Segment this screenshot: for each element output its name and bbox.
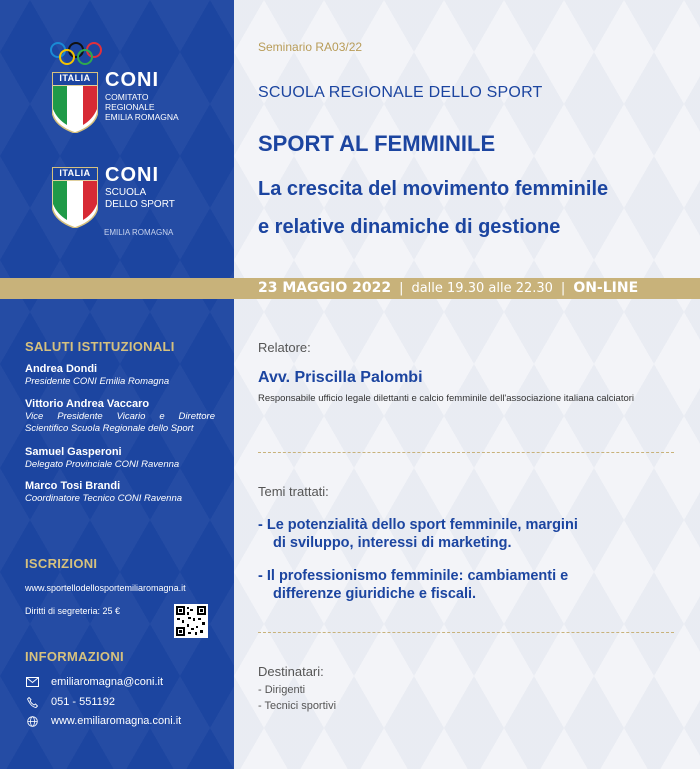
speaker-description: Responsabile ufficio legale dilettanti e calcio femminile dell'associazione italiana calciatori — [258, 393, 635, 404]
person-role: Coordinatore Tecnico CONI Ravenna — [25, 493, 183, 504]
topic-item — [258, 516, 678, 552]
coni-school-region: EMILIA ROMAGNA — [104, 228, 174, 237]
subtitle-line: La crescita del movimento femminile — [258, 178, 609, 200]
separator: | — [399, 281, 404, 296]
contact-phone[interactable] — [25, 695, 115, 709]
subtitle-line: e relative dinamiche di gestione — [258, 216, 561, 238]
event-date: 23 MAGGIO 2022 — [258, 280, 392, 296]
temi-label: Temi trattati: — [258, 484, 329, 499]
registration-link[interactable]: www.sportellodellosportemiliaromagna.it — [25, 583, 186, 593]
email-text: emiliaromagna@coni.it — [51, 676, 164, 688]
globe-icon — [25, 714, 39, 728]
topic-line: - Il professionismo femminile: cambiamenti e — [258, 568, 569, 584]
italia-shield-icon — [52, 72, 98, 132]
topic-line: di sviluppo, interessi di marketing. — [273, 535, 512, 551]
destinatari-list — [258, 682, 336, 714]
person-name: Vittorio Andrea Vaccaro — [25, 398, 150, 410]
olympic-rings-icon — [49, 41, 103, 67]
relatore-label: Relatore: — [258, 340, 311, 355]
page-subtitle — [258, 170, 688, 246]
event-time: dalle 19.30 alle 22.30 — [411, 281, 553, 296]
phone-text: 051 - 551192 — [51, 696, 116, 708]
person-role: Delegato Provinciale CONI Ravenna — [25, 459, 180, 470]
divider — [258, 452, 674, 453]
topic-item — [258, 567, 678, 603]
speaker-name: Avv. Priscilla Palombi — [258, 369, 423, 386]
shield-label: ITALIA — [52, 167, 98, 181]
qr-code-icon[interactable] — [174, 604, 208, 638]
coni-school-line: DELLO SPORT — [105, 199, 175, 210]
person-item — [25, 480, 215, 505]
separator: | — [560, 281, 566, 296]
shield-label: ITALIA — [52, 72, 98, 86]
saluti-heading: SALUTI ISTITUZIONALI — [25, 339, 175, 354]
person-name: Marco Tosi Brandi — [25, 480, 121, 492]
topic-line: - Le potenzialità dello sport femminile, margini — [258, 517, 578, 533]
event-mode: ON-LINE — [573, 280, 639, 296]
person-role: Vice Presidente Vicario e Direttore Scientifico Scuola Regionale dello Sport — [25, 411, 215, 434]
phone-icon — [25, 695, 39, 709]
web-text: www.emiliaromagna.coni.it — [51, 715, 182, 727]
person-item — [25, 398, 215, 435]
coni-name: CONI — [105, 164, 159, 186]
school-name: SCUOLA REGIONALE DELLO SPORT — [258, 84, 543, 101]
person-name: Samuel Gasperoni — [25, 446, 122, 458]
italia-shield-icon — [52, 167, 98, 227]
contact-web[interactable] — [25, 714, 181, 728]
person-item — [25, 446, 215, 471]
coni-school-line: SCUOLA — [105, 187, 147, 198]
person-item — [25, 363, 215, 388]
coni-name: CONI — [105, 69, 159, 91]
person-role: Presidente CONI Emilia Romagna — [25, 376, 170, 387]
coni-er-line: REGIONALE — [105, 102, 155, 112]
coni-er-sub — [105, 92, 179, 122]
iscrizioni-heading: ISCRIZIONI — [25, 556, 98, 571]
divider — [258, 632, 674, 633]
coni-er-line: EMILIA ROMAGNA — [105, 112, 179, 122]
page-title: SPORT AL FEMMINILE — [258, 131, 496, 156]
mail-icon — [25, 675, 39, 689]
coni-school-sub — [105, 187, 175, 211]
registration-fee: Diritti di segreteria: 25 € — [25, 606, 121, 616]
coni-er-line: COMITATO — [105, 92, 149, 102]
contact-email[interactable] — [25, 675, 163, 689]
destinatari-label: Destinatari: — [258, 664, 324, 679]
destinatari-item: - Tecnici sportivi — [258, 700, 337, 712]
informazioni-heading: INFORMAZIONI — [25, 649, 124, 664]
topic-line: differenze giuridiche e fiscali. — [273, 586, 477, 602]
destinatari-item: - Dirigenti — [258, 684, 306, 696]
seminar-code: Seminario RA03/22 — [258, 40, 363, 54]
person-name: Andrea Dondi — [25, 363, 98, 375]
date-band-text — [258, 278, 638, 299]
